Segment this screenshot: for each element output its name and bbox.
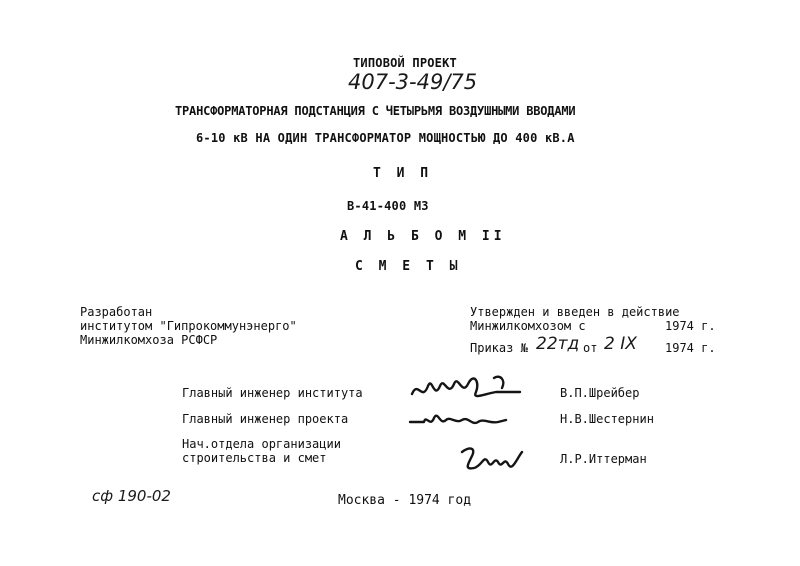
signature-role-3-line-1: Нач.отдела организации [182,437,341,451]
signature-name-3: Л.Р.Иттерман [560,452,647,466]
section-label: С М Е Т Ы [355,259,462,274]
developer-block [80,305,297,347]
order-from: от [583,341,598,355]
type-code: В-41-400 МЗ [347,199,429,213]
signature-role-3-line-2: строительства и смет [182,451,327,465]
approval-line-2-label: Минжилкомхозом с [470,319,586,333]
order-number-handwritten: 22тд [536,334,580,354]
signature-role-2: Главный инженер проекта [182,412,349,426]
project-number-handwritten: 407-3-49/75 [348,70,478,94]
order-date-handwritten: 2 IX [604,334,637,354]
approval-line-2-year: 1974 г. [665,319,716,333]
signature-mark-3 [458,442,528,478]
album-label: А Л Ь Б О М II [340,229,506,244]
order-label: Приказ № [470,341,528,355]
signature-mark-2 [410,408,530,434]
signature-name-1: В.П.Шрейбер [560,386,640,400]
signature-name-2: Н.В.Шестернин [560,412,654,426]
approval-line-1: Утвержден и введен в действие [470,305,680,319]
developer-line-2: институтом "Гипрокоммунэнерго" [80,319,297,333]
title-line-2: 6-10 кВ НА ОДИН ТРАНСФОРМАТОР МОЩНОСТЬЮ ДО 400 кВ.А [196,131,575,145]
inventory-code-handwritten: сф 190-02 [92,487,171,505]
developer-line-1: Разработан [80,305,153,319]
signature-mark-1 [410,372,530,408]
order-year: 1974 г. [665,341,716,355]
city-year: Москва - 1974 год [338,493,472,508]
type-label: Т И П [373,166,433,181]
title-line-1: ТРАНСФОРМАТОРНАЯ ПОДСТАНЦИЯ С ЧЕТЫРЬМЯ ВОЗДУШНЫМИ ВВОДАМИ [175,104,576,118]
developer-line-3: Минжилкомхоза РСФСР [80,333,218,347]
signature-role-3 [182,437,341,465]
signature-role-1: Главный инженер института [182,386,363,400]
series-label: ТИПОВОЙ ПРОЕКТ [353,56,457,70]
